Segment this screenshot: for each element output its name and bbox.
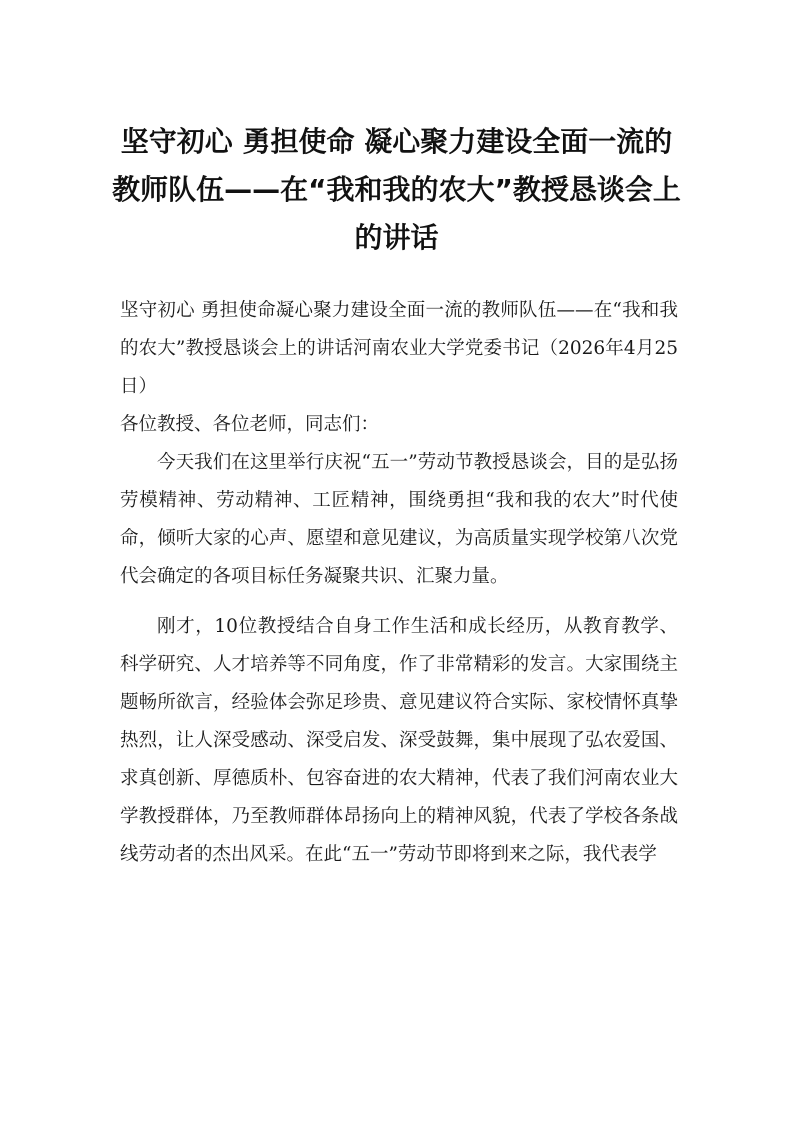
document-title: 坚守初心 勇担使命 凝心聚力建设全面一流的教师队伍——在“我和我的农大”教授恳谈会上的讲话 bbox=[112, 125, 681, 254]
document-body bbox=[120, 292, 678, 874]
salutation: 各位教授、各位老师，同志们： bbox=[120, 414, 380, 435]
heading-line: 坚守初心 勇担使命凝心聚力建设全面一流的教师队伍——在“我和我的农大”教授恳谈会上的讲话河南农业大学党委书记（2026年4月25日） bbox=[120, 300, 678, 397]
paragraph: 今天我们在这里举行庆祝“五一”劳动节教授恳谈会，目的是弘扬劳模精神、劳动精神、工匠精神，围绕勇担“我和我的农大”时代使命，倾听大家的心声、愿望和意见建议，为高质量实现学校第八次党代会确定的各项目标任务凝聚共识、汇聚力量。 bbox=[120, 452, 678, 587]
paragraph: 刚才，10位教授结合自身工作生活和成长经历，从教育教学、科学研究、人才培养等不同角度，作了非常精彩的发言。大家围绕主题畅所欲言，经验体会弥足珍贵、意见建议符合实际、家校情怀真挚热烈，让人深受感动、深受启发、深受鼓舞，集中展现了弘农爱国、求真创新、厚德质朴、包容奋进的农大精神，代表了我们河南农业大学教授群体，乃至教师群体昂扬向上的精神风貌，代表了学校各条战线劳动者的杰出风采。在此“五一”劳动节即将到来之际，我代表学 bbox=[120, 616, 678, 865]
